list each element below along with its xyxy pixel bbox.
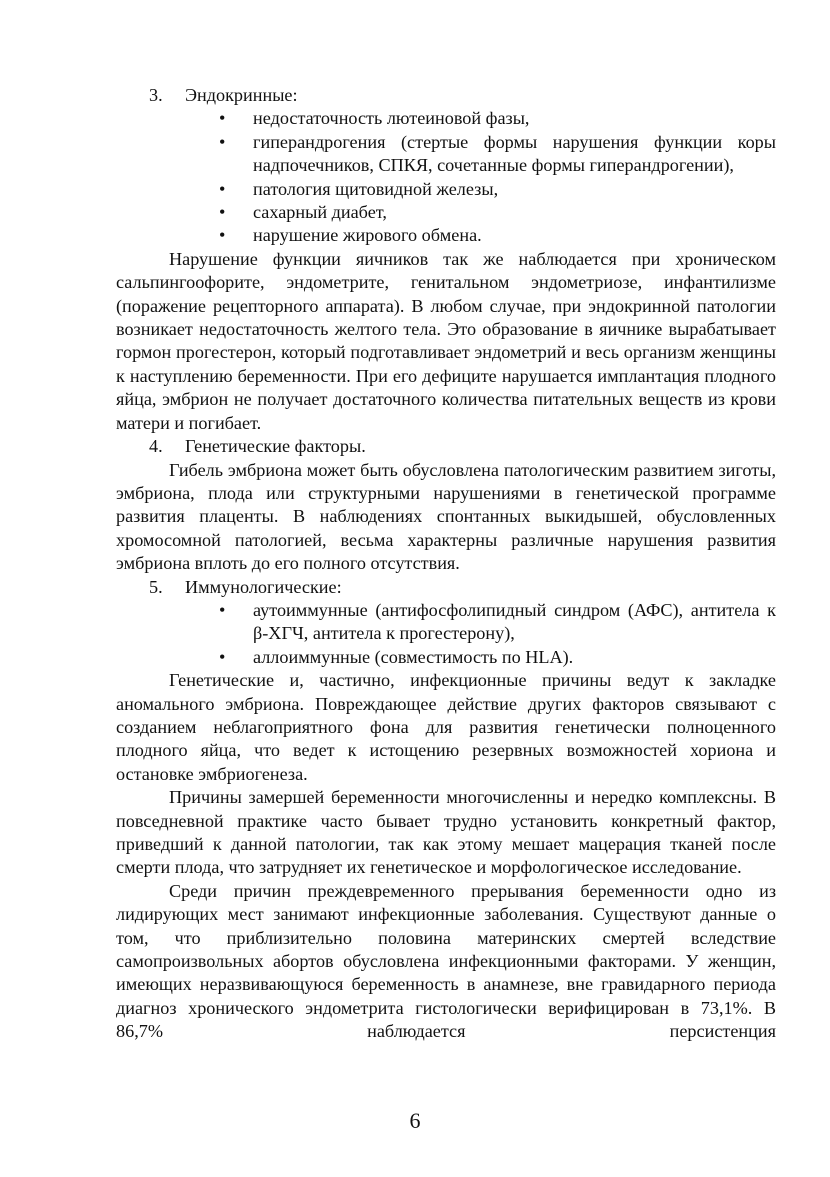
immunologic-list xyxy=(116,599,776,669)
list-item: • нарушение жирового обмена. xyxy=(253,224,776,247)
section-title: Генетические факторы. xyxy=(185,436,366,457)
list-item: • сахарный диабет, xyxy=(253,201,776,224)
paragraph: Генетические и, частично, инфекционные причины ведут к закладке аномального эмбриона. Повреждающее действие других факторов связывают с созданием неблагоприятного фона для развития генетически полноценного плодного яйца, что ведет к истощению резервных возможностей хориона и остановке эмбриогенеза. xyxy=(116,670,776,784)
paragraph: Причины замершей беременности многочисленны и нередко комплексны. В повседневной практике часто бывает трудно установить конкретный фактор, приведший к данной патологии, так как этому мешает мацерация тканей после смерти плода, что затрудняет их генетическое и морфологическое исследование. xyxy=(116,787,776,878)
paragraph: Гибель эмбриона может быть обусловлена патологическим развитием зиготы, эмбриона, плода или структурными нарушениями в генетической программе развития плаценты. В наблюдениях спонтанных выкидышей, обусловленных хромосомной патологией, весьма характерны различные нарушения развития эмбриона вплоть до его полного отсутствия. xyxy=(116,459,776,574)
endocrine-list xyxy=(116,107,776,247)
list-item: • недостаточность лютеиновой фазы, xyxy=(253,107,776,130)
section-number: 4. xyxy=(149,436,163,457)
section-title: Иммунологические: xyxy=(185,576,342,597)
page-number: 6 xyxy=(409,1108,421,1133)
list-item: • патология щитовидной железы, xyxy=(253,178,776,201)
paragraph: Нарушение функции яичников так же наблюдается при хроническом сальпингоофорите, эндометрите, генитальном эндометриозе, инфантилизме (поражение рецепторного аппарата). В любом случае, при эндокринной патологии возникает недостаточность желтого тела. Это образование в яичнике вырабатывает гормон прогестерон, который подготавливает эндометрий и весь организм женщины к наступлению беременности. При его дефиците нарушается имплантация плодного яйца, эмбрион не получает достаточного количества питательных веществ из крови матери и погибает. xyxy=(116,248,776,433)
section-number: 5. xyxy=(149,576,163,597)
section-heading-endocrine xyxy=(116,84,776,107)
section-title: Эндокринные: xyxy=(185,85,298,105)
section-heading-immunologic xyxy=(116,576,776,599)
paragraph: Среди причин преждевременного прерывания беременности одно из лидирующих мест занимают инфекционные заболевания. Существуют данные о том, что приблизительно половина материнских смертей вследствие самопроизвольных абортов обусловлена инфекционными факторами. У женщин, имеющих неразвивающуюся беременность в анамнезе, вне гравидарного периода диагноз хронического эндометрита гистологически верифицирован в 73,1%. В 86,7% наблюдается персистенция xyxy=(116,880,776,1042)
list-item: • аутоиммунные (антифосфолипидный синдром (АФС), антитела к β-ХГЧ, антитела к прогестерону), xyxy=(253,599,776,646)
section-number: 3. xyxy=(149,85,163,105)
list-item: • аллоиммунные (совместимость по HLA). xyxy=(253,646,776,669)
section-heading-genetic xyxy=(116,435,776,458)
list-item: • гиперандрогения (стертые формы нарушения функции коры надпочечников, СПКЯ, сочетанные формы гиперандрогении), xyxy=(253,131,776,178)
document-page xyxy=(116,84,776,1044)
